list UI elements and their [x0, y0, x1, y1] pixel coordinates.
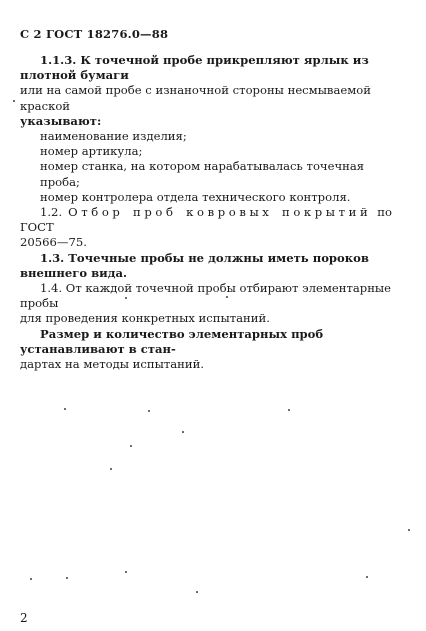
section-1-4-line-1: 1.4. От каждой точечной пробы отбирают элементарные пробы — [20, 281, 392, 311]
scan-speck — [226, 296, 228, 298]
scan-speck — [125, 571, 127, 573]
section-1-2-reference: по ГОСТ — [20, 205, 393, 235]
list-item-inspector-number: номер контролера отдела технического контроля. — [40, 189, 351, 204]
scan-speck — [30, 578, 32, 580]
closing-line-2: дартах на методы испытаний. — [20, 357, 205, 372]
list-item-product-name: наименование изделия; — [40, 129, 187, 144]
scan-speck — [148, 410, 150, 412]
scan-speck — [408, 529, 410, 531]
scan-speck — [13, 100, 15, 102]
section-1-3: 1.3. Точечные пробы не должны иметь пороков внешнего вида. — [20, 250, 369, 280]
scan-speck — [110, 468, 112, 470]
section-1-2-line-2: 20566—75. — [20, 235, 87, 250]
section-1-4-line-2: для проведения конкретных испытаний. — [20, 311, 270, 326]
list-item-machine-number: номер станка, на котором нарабатывалась точечная проба; — [40, 159, 365, 189]
scan-speck — [66, 577, 68, 579]
document-body — [20, 53, 392, 372]
section-1-2-number: 1.2. — [40, 205, 63, 220]
scan-speck — [366, 576, 368, 578]
section-1-1-3-line-1: 1.1.3. К точечной пробе прикрепляют ярлык из плотной бумаги — [20, 53, 369, 83]
section-1-2-title: Отбор проб ковровых покрытий — [68, 205, 372, 220]
section-1-1-3-line-2: или на самой пробе с изнаночной стороны несмываемой краской — [20, 83, 371, 113]
list-item-article-number: номер артикула; — [40, 144, 143, 159]
closing-line-1: Размер и количество элементарных проб устанавливают в стан- — [20, 326, 324, 356]
scan-speck — [288, 409, 290, 411]
page-number: 2 — [20, 611, 28, 625]
scan-speck — [130, 445, 132, 447]
page-header: С 2 ГОСТ 18276.0—88 — [20, 27, 169, 41]
section-1-2-line-1 — [20, 205, 392, 235]
scan-speck — [64, 408, 66, 410]
section-1-1-3-line-3: указывают: — [20, 113, 102, 128]
scan-speck — [182, 431, 184, 433]
scan-speck — [196, 591, 198, 593]
scan-speck — [125, 297, 127, 299]
